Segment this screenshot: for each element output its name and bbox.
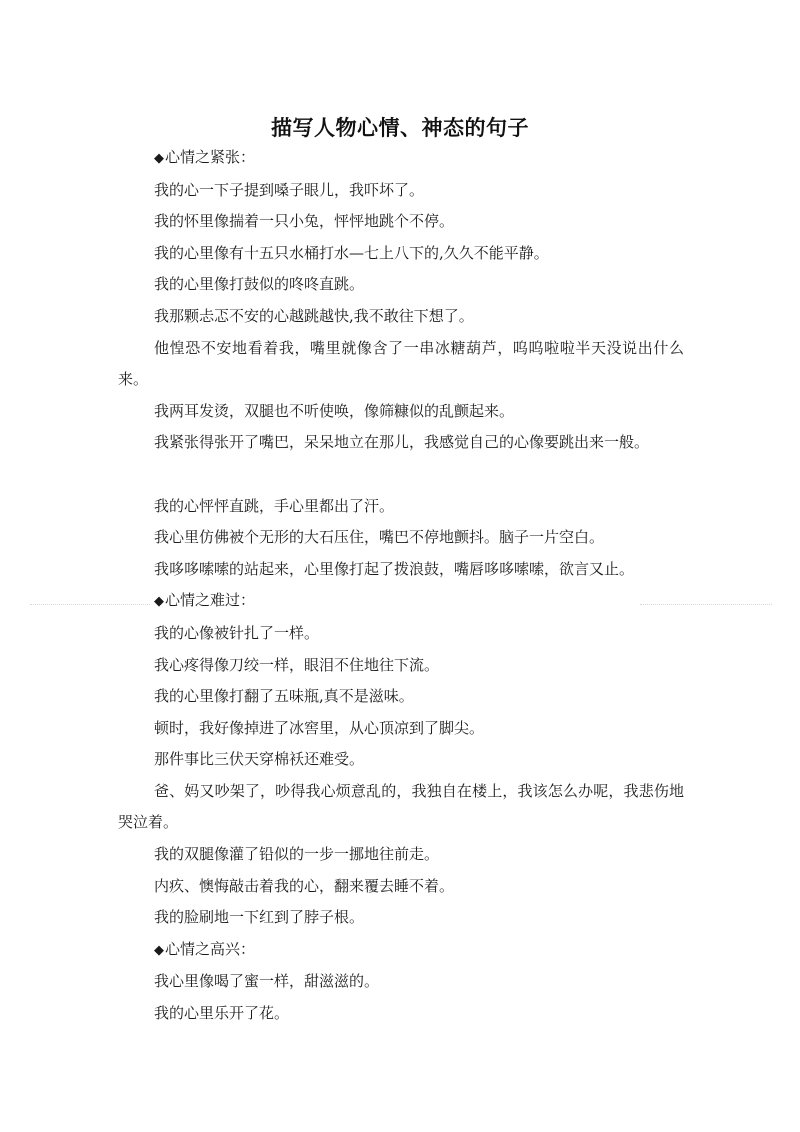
sentence: 我两耳发烫，双腿也不听使唤，像筛糠似的乱颤起来。: [154, 401, 515, 420]
section-heading-happy: ◆心情之高兴：: [154, 939, 256, 958]
sentence: 我的心里乐开了花。: [154, 1004, 290, 1023]
section-heading-nervous: ◆心情之紧张：: [154, 148, 256, 166]
page-break-rule: [30, 604, 150, 605]
sentence: 我那颗忐忑不安的心越跳越快,我不敢往下想了。: [154, 306, 474, 325]
sentence: 我紧张得张开了嘴巴，呆呆地立在那儿，我感觉自己的心像要跳出来一般。: [154, 433, 650, 452]
sentence: 我的心一下子提到嗓子眼儿，我吓坏了。: [154, 180, 425, 199]
sentence: 我的脸刷地一下红到了脖子根。: [154, 908, 365, 927]
diamond-bullet-icon: ◆: [154, 942, 164, 958]
sentence: 他惶恐不安地看着我，嘴里就像含了一串冰糖葫芦，呜呜啦啦半天没说出什么来。: [118, 338, 684, 389]
document-body: [118, 142, 684, 1030]
sentence: 我的心里像有十五只水桶打水—七上八下的,久久不能平静。: [154, 243, 549, 262]
sentence: 我心疼得像刀绞一样，眼泪不住地往下流。: [154, 655, 440, 674]
sentence: 我的怀里像揣着一只小兔，怦怦地跳个不停。: [154, 212, 455, 231]
page-break-rule: [640, 604, 772, 605]
blank-line: [118, 459, 684, 491]
section-heading-sad: ◆心情之难过：: [154, 591, 256, 610]
sentence: 我的心怦怦直跳，手心里都出了汗。: [154, 496, 395, 515]
sentence: 我的心像被针扎了一样。: [154, 623, 320, 642]
sentence: 我的心里像打翻了五味瓶,真不是滋味。: [154, 687, 414, 706]
sentence: 我的心里像打鼓似的咚咚直跳。: [154, 275, 365, 294]
sentence: 我的双腿像灌了铅似的一步一挪地往前走。: [154, 845, 440, 864]
diamond-bullet-icon: ◆: [154, 151, 164, 166]
sentence: 爸、妈又吵架了，吵得我心烦意乱的，我独自在楼上，我该怎么办呢，我悲伤地哭泣着。: [118, 781, 684, 832]
sentence: 那件事比三伏天穿棉袄还难受。: [154, 750, 365, 769]
sentence: 我心里像喝了蜜一样，甜滋滋的。: [154, 972, 380, 991]
page-title: 描写人物心情、神态的句子: [271, 116, 529, 141]
sentence: 我哆哆嗦嗦的站起来，心里像打起了拨浪鼓，嘴唇哆哆嗦嗦，欲言又止。: [154, 559, 635, 578]
sentence: 内疚、懊悔敲击着我的心，翻来覆去睡不着。: [154, 876, 455, 895]
sentence: 顿时，我好像掉进了冰窖里，从心顶凉到了脚尖。: [154, 718, 485, 737]
sentence: 我心里仿佛被个无形的大石压住，嘴巴不停地颤抖。脑子一片空白。: [154, 528, 605, 547]
diamond-bullet-icon: ◆: [154, 594, 164, 610]
